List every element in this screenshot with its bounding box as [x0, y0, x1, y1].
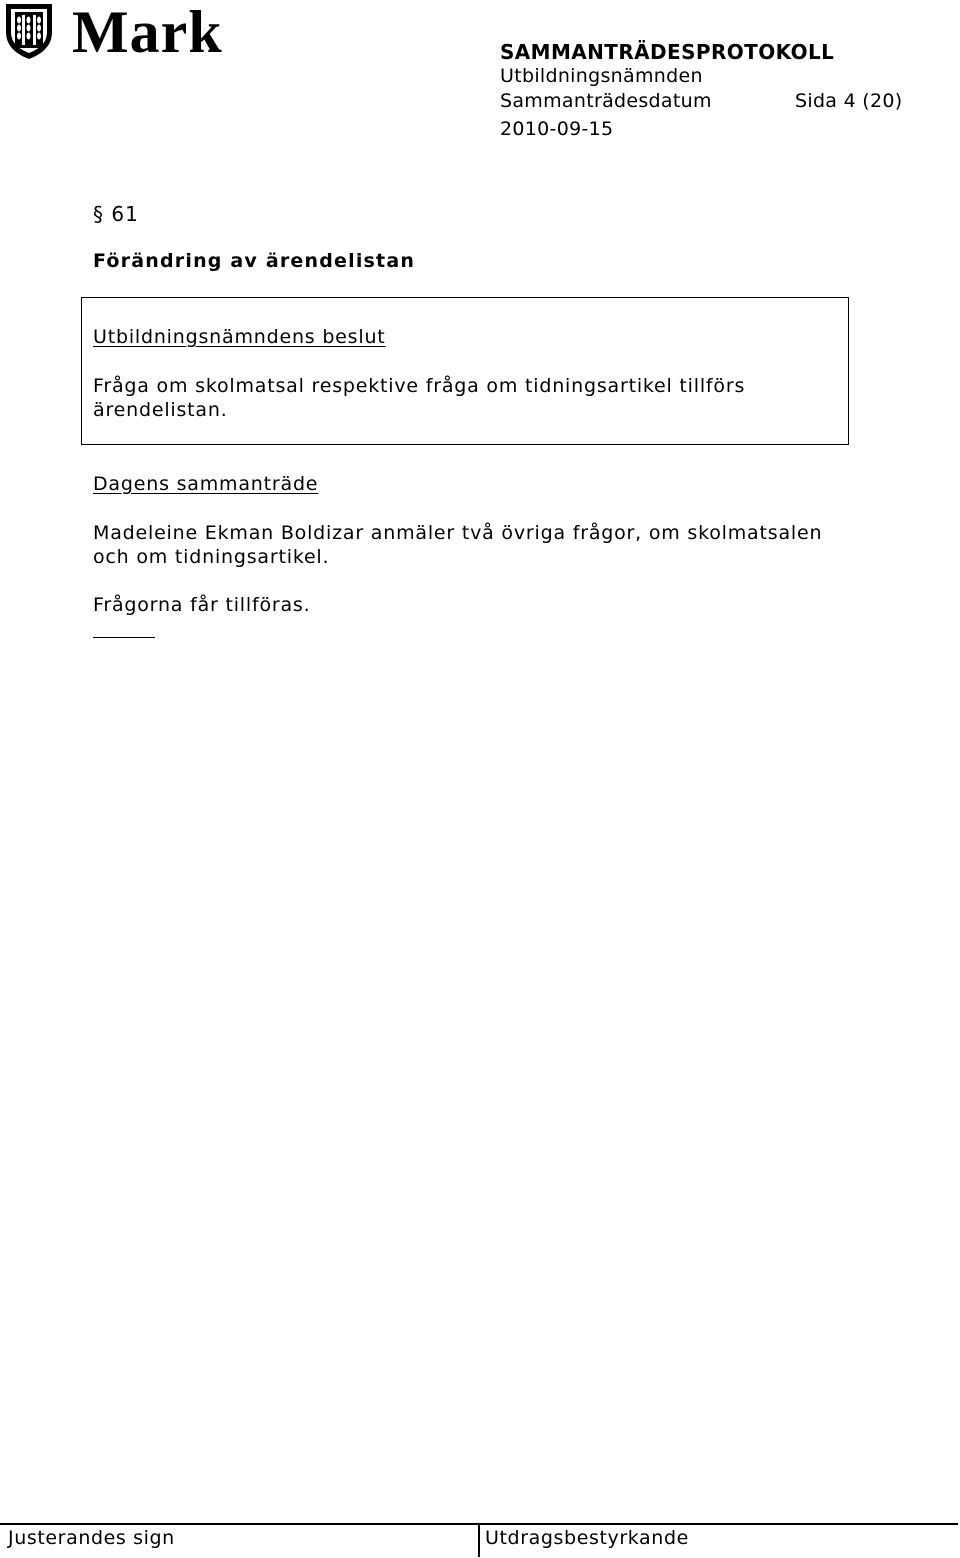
section-end-rule	[93, 637, 155, 638]
meeting-text-line-1: Madeleine Ekman Boldizar anmäler två övriga frågor, om skolmatsalen	[93, 522, 823, 544]
page-number: Sida 4 (20)	[795, 90, 903, 112]
meeting-conclusion: Frågorna får tillföras.	[93, 594, 311, 616]
decision-label: Utbildningsnämndens beslut	[93, 326, 386, 348]
footer-divider	[478, 1523, 480, 1557]
decision-box	[81, 297, 849, 445]
meeting-date: 2010-09-15	[500, 118, 614, 140]
document-type-title: SAMMANTRÄDESPROTOKOLL	[500, 40, 835, 64]
meeting-label: Dagens sammanträde	[93, 473, 319, 495]
footer-signature-label: Justerandes sign	[8, 1527, 175, 1549]
meeting-date-label: Sammanträdesdatum	[500, 90, 712, 112]
decision-text-line-1: Fråga om skolmatsal respektive fråga om tidningsartikel tillförs	[93, 375, 746, 397]
meeting-text-line-2: och om tidningsartikel.	[93, 546, 330, 568]
logo-wordmark: Mark	[72, 0, 223, 65]
footer-certification-label: Utdragsbestyrkande	[485, 1527, 689, 1549]
board-name: Utbildningsnämnden	[500, 65, 703, 87]
decision-text-line-2: ärendelistan.	[93, 399, 228, 421]
section-heading: Förändring av ärendelistan	[93, 250, 416, 272]
paragraph-number: § 61	[93, 202, 139, 226]
municipal-coat-of-arms-icon	[4, 2, 54, 60]
